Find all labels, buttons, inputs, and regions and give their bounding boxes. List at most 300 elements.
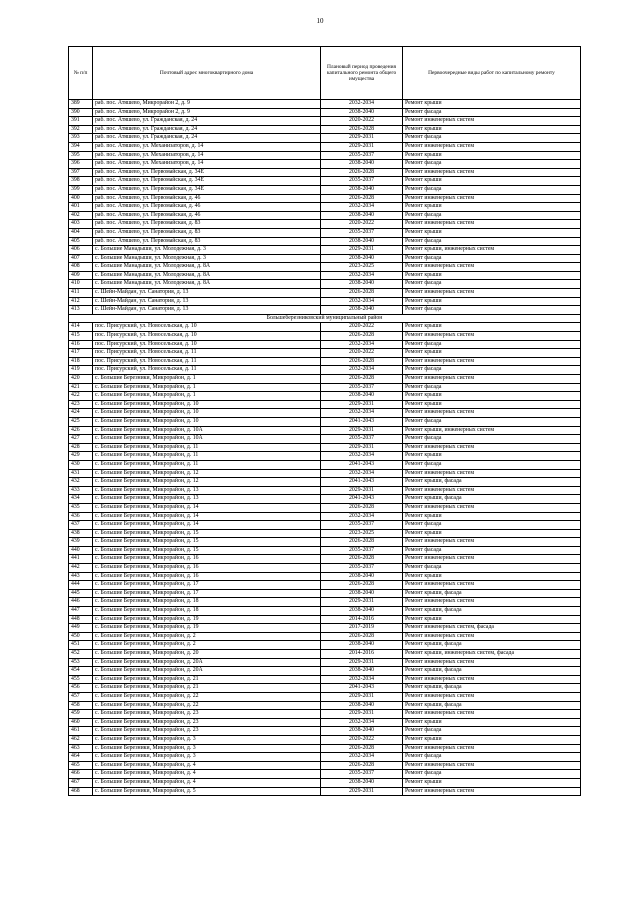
- row-works: Ремонт крыши: [403, 735, 581, 744]
- row-number: 428: [69, 443, 93, 452]
- row-number: 452: [69, 650, 93, 659]
- row-works: Ремонт крыши: [403, 203, 581, 212]
- row-works: Ремонт инженерных систем: [403, 357, 581, 366]
- table-row: [69, 675, 581, 684]
- row-period: 2026-2028: [321, 581, 403, 590]
- row-number: 451: [69, 641, 93, 650]
- row-address: раб. пос. Атяшево, ул. Первомайская, д. 46: [93, 194, 321, 203]
- table-row: [69, 761, 581, 770]
- row-address: пос. Присурский, ул. Новосельская, д. 11: [93, 349, 321, 358]
- row-address: с. Большие Березники, Микрорайон, д. 17: [93, 581, 321, 590]
- table-row: [69, 650, 581, 659]
- row-number: 441: [69, 555, 93, 564]
- table-row: [69, 108, 581, 117]
- row-works: Ремонт фасада: [403, 254, 581, 263]
- row-period: 2029-2031: [321, 692, 403, 701]
- header-period: Плановый период проведения капитального ремонта общего имущества: [321, 47, 403, 100]
- row-works: Ремонт крыши, инженерных систем: [403, 246, 581, 255]
- table-row: [69, 787, 581, 796]
- row-works: Ремонт крыши: [403, 151, 581, 160]
- row-address: с. Большие Березники, Микрорайон, д. 10: [93, 409, 321, 418]
- row-period: 2041-2043: [321, 417, 403, 426]
- row-period: 2029-2031: [321, 426, 403, 435]
- row-address: с. Большие Березники, Микрорайон, д. 11: [93, 460, 321, 469]
- row-number: 450: [69, 632, 93, 641]
- row-number: 462: [69, 735, 93, 744]
- row-works: Ремонт инженерных систем: [403, 194, 581, 203]
- row-period: 2038-2040: [321, 641, 403, 650]
- row-address: с. Шейн-Майдан, ул. Санатория, д. 13: [93, 289, 321, 298]
- row-address: с. Шейн-Майдан, ул. Санатория, д. 13: [93, 306, 321, 315]
- row-period: 2035-2037: [321, 435, 403, 444]
- row-works: Ремонт крыши: [403, 512, 581, 521]
- row-address: с. Большие Березники, Микрорайон, д. 23: [93, 710, 321, 719]
- row-period: 2035-2037: [321, 177, 403, 186]
- row-works: Ремонт инженерных систем: [403, 503, 581, 512]
- row-period: 2038-2040: [321, 727, 403, 736]
- row-works: Ремонт крыши, фасада: [403, 607, 581, 616]
- row-period: 2038-2040: [321, 185, 403, 194]
- row-number: 459: [69, 710, 93, 719]
- row-address: с. Большие Березники, Микрорайон, д. 10А: [93, 435, 321, 444]
- row-address: пос. Присурский, ул. Новосельская, д. 11: [93, 366, 321, 375]
- row-period: 2014-2016: [321, 615, 403, 624]
- row-number: 408: [69, 263, 93, 272]
- row-works: Ремонт крыши: [403, 529, 581, 538]
- table-row: [69, 744, 581, 753]
- table-header-row: [69, 47, 581, 100]
- table-row: [69, 641, 581, 650]
- row-works: Ремонт инженерных систем: [403, 443, 581, 452]
- row-address: с. Большие Манадыши, ул. Молодежная, д. 3: [93, 254, 321, 263]
- row-works: Ремонт фасада: [403, 185, 581, 194]
- row-number: 409: [69, 271, 93, 280]
- table-row: [69, 443, 581, 452]
- row-number: 454: [69, 667, 93, 676]
- row-address: раб. пос. Атяшево, ул. Первомайская, д. 83: [93, 220, 321, 229]
- row-number: 419: [69, 366, 93, 375]
- table-row: [69, 220, 581, 229]
- row-period: 2026-2028: [321, 632, 403, 641]
- table-row: [69, 100, 581, 109]
- row-address: с. Большие Березники, Микрорайон, д. 16: [93, 572, 321, 581]
- row-period: 2035-2037: [321, 770, 403, 779]
- row-number: 412: [69, 297, 93, 306]
- row-address: с. Большие Березники, Микрорайон, д. 14: [93, 512, 321, 521]
- row-address: раб. пос. Атяшево, ул. Механизаторов, д. 14: [93, 151, 321, 160]
- table-row: [69, 778, 581, 787]
- row-period: 2020-2022: [321, 349, 403, 358]
- table-row: [69, 297, 581, 306]
- row-works: Ремонт инженерных систем: [403, 675, 581, 684]
- table-row: [69, 710, 581, 719]
- row-period: 2017-2019: [321, 624, 403, 633]
- row-period: 2026-2028: [321, 503, 403, 512]
- row-address: с. Большие Березники, Микрорайон, д. 3: [93, 735, 321, 744]
- row-number: 402: [69, 211, 93, 220]
- table-row: [69, 211, 581, 220]
- table-row: [69, 572, 581, 581]
- row-period: 2032-2034: [321, 340, 403, 349]
- row-number: 443: [69, 572, 93, 581]
- row-address: раб. пос. Атяшево, ул. Гражданская, д. 24: [93, 125, 321, 134]
- table-row: [69, 306, 581, 315]
- row-period: 2026-2028: [321, 125, 403, 134]
- row-period: 2038-2040: [321, 306, 403, 315]
- table-row: [69, 615, 581, 624]
- row-works: Ремонт фасада: [403, 770, 581, 779]
- row-works: Ремонт инженерных систем: [403, 658, 581, 667]
- table-row: [69, 151, 581, 160]
- row-works: Ремонт фасада: [403, 306, 581, 315]
- row-address: с. Большие Березники, Микрорайон, д. 16: [93, 555, 321, 564]
- row-period: 2041-2043: [321, 495, 403, 504]
- row-address: с. Большие Березники, Микрорайон, д. 2: [93, 641, 321, 650]
- row-address: с. Большие Березники, Микрорайон, д. 16: [93, 564, 321, 573]
- table-row: [69, 658, 581, 667]
- row-address: с. Большие Березники, Микрорайон, д. 1: [93, 375, 321, 384]
- row-address: с. Большие Березники, Микрорайон, д. 11: [93, 443, 321, 452]
- table-row: [69, 478, 581, 487]
- row-works: Ремонт крыши: [403, 572, 581, 581]
- page-number: 10: [316, 17, 324, 25]
- table-row: [69, 383, 581, 392]
- row-number: 421: [69, 383, 93, 392]
- row-address: с. Большие Березники, Микрорайон, д. 1: [93, 392, 321, 401]
- row-number: 448: [69, 615, 93, 624]
- table-row: [69, 753, 581, 762]
- section-title: Большеберезниковский муниципальный район: [69, 314, 581, 323]
- table-row: [69, 271, 581, 280]
- row-number: 389: [69, 100, 93, 109]
- row-number: 391: [69, 117, 93, 126]
- row-address: с. Большие Березники, Микрорайон, д. 4: [93, 778, 321, 787]
- row-period: 2032-2034: [321, 753, 403, 762]
- row-address: с. Большие Березники, Микрорайон, д. 20: [93, 650, 321, 659]
- row-period: 2029-2031: [321, 710, 403, 719]
- row-period: 2032-2034: [321, 203, 403, 212]
- table-row: [69, 727, 581, 736]
- row-address: с. Шейн-Майдан, ул. Санатория, д. 13: [93, 297, 321, 306]
- row-works: Ремонт фасада: [403, 160, 581, 169]
- row-number: 414: [69, 323, 93, 332]
- row-period: 2020-2022: [321, 735, 403, 744]
- table-row: [69, 409, 581, 418]
- row-number: 403: [69, 220, 93, 229]
- row-address: с. Большие Березники, Микрорайон, д. 14: [93, 521, 321, 530]
- row-address: раб. пос. Атяшево, ул. Первомайская, д. 34Е: [93, 177, 321, 186]
- row-address: с. Большие Березники, Микрорайон, д. 23: [93, 727, 321, 736]
- row-number: 406: [69, 246, 93, 255]
- table-row: [69, 357, 581, 366]
- table-row: [69, 564, 581, 573]
- row-address: с. Большие Березники, Микрорайон, д. 5: [93, 787, 321, 796]
- row-number: 413: [69, 306, 93, 315]
- table-row: [69, 512, 581, 521]
- row-address: раб. пос. Атяшево, ул. Первомайская, д. 34Е: [93, 185, 321, 194]
- row-works: Ремонт крыши, фасада: [403, 701, 581, 710]
- row-number: 461: [69, 727, 93, 736]
- row-period: 2032-2034: [321, 366, 403, 375]
- row-works: Ремонт инженерных систем: [403, 263, 581, 272]
- row-period: 2032-2034: [321, 409, 403, 418]
- row-number: 467: [69, 778, 93, 787]
- row-number: 415: [69, 332, 93, 341]
- row-period: 2032-2034: [321, 469, 403, 478]
- table-row: [69, 340, 581, 349]
- row-works: Ремонт крыши, фасада: [403, 684, 581, 693]
- row-works: Ремонт крыши: [403, 778, 581, 787]
- row-number: 429: [69, 452, 93, 461]
- row-period: 2029-2031: [321, 246, 403, 255]
- row-address: пос. Присурский, ул. Новосельская, д. 10: [93, 323, 321, 332]
- row-works: Ремонт инженерных систем: [403, 375, 581, 384]
- row-number: 392: [69, 125, 93, 134]
- row-works: Ремонт крыши: [403, 400, 581, 409]
- row-address: с. Большие Манадыши, ул. Молодежная, д. 8А: [93, 280, 321, 289]
- row-works: Ремонт фасада: [403, 108, 581, 117]
- row-works: Ремонт крыши: [403, 125, 581, 134]
- row-number: 445: [69, 589, 93, 598]
- table-row: [69, 692, 581, 701]
- row-number: 390: [69, 108, 93, 117]
- row-works: Ремонт крыши, фасада: [403, 641, 581, 650]
- row-works: Ремонт инженерных систем: [403, 787, 581, 796]
- table-row: [69, 375, 581, 384]
- row-address: раб. пос. Атяшево, Микрорайон 2, д. 9: [93, 108, 321, 117]
- row-number: 465: [69, 761, 93, 770]
- table-row: [69, 332, 581, 341]
- row-number: 455: [69, 675, 93, 684]
- row-period: 2038-2040: [321, 108, 403, 117]
- table-row: [69, 263, 581, 272]
- row-address: с. Большие Березники, Микрорайон, д. 19: [93, 624, 321, 633]
- row-address: с. Большие Березники, Микрорайон, д. 22: [93, 701, 321, 710]
- row-address: раб. пос. Атяшево, Микрорайон 2, д. 9: [93, 100, 321, 109]
- row-period: 2026-2028: [321, 375, 403, 384]
- row-works: Ремонт крыши: [403, 349, 581, 358]
- row-number: 411: [69, 289, 93, 298]
- row-period: 2026-2028: [321, 357, 403, 366]
- row-period: 2038-2040: [321, 280, 403, 289]
- row-works: Ремонт инженерных систем: [403, 332, 581, 341]
- row-address: пос. Присурский, ул. Новосельская, д. 11: [93, 357, 321, 366]
- row-period: 2026-2028: [321, 538, 403, 547]
- row-period: 2038-2040: [321, 237, 403, 246]
- row-number: 401: [69, 203, 93, 212]
- row-number: 410: [69, 280, 93, 289]
- row-period: 2035-2037: [321, 151, 403, 160]
- row-address: с. Большие Березники, Микрорайон, д. 18: [93, 598, 321, 607]
- table-row: [69, 718, 581, 727]
- row-works: Ремонт фасада: [403, 211, 581, 220]
- row-address: с. Большие Березники, Микрорайон, д. 21: [93, 684, 321, 693]
- table-row: [69, 185, 581, 194]
- row-address: с. Большие Березники, Микрорайон, д. 11: [93, 452, 321, 461]
- row-works: Ремонт инженерных систем: [403, 710, 581, 719]
- row-works: Ремонт инженерных систем: [403, 598, 581, 607]
- row-works: Ремонт инженерных систем: [403, 142, 581, 151]
- row-period: 2020-2022: [321, 323, 403, 332]
- row-period: 2032-2034: [321, 271, 403, 280]
- table-row: [69, 546, 581, 555]
- row-number: 432: [69, 478, 93, 487]
- row-address: раб. пос. Атяшево, ул. Первомайская, д. 83: [93, 228, 321, 237]
- table-row: [69, 589, 581, 598]
- table-row: [69, 529, 581, 538]
- table-row: [69, 435, 581, 444]
- row-period: 2029-2031: [321, 142, 403, 151]
- row-period: 2026-2028: [321, 332, 403, 341]
- row-period: 2014-2016: [321, 650, 403, 659]
- table-row: [69, 495, 581, 504]
- row-address: с. Большие Березники, Микрорайон, д. 14: [93, 503, 321, 512]
- row-works: Ремонт крыши: [403, 392, 581, 401]
- row-works: Ремонт инженерных систем: [403, 117, 581, 126]
- table-row: [69, 632, 581, 641]
- row-number: 430: [69, 460, 93, 469]
- row-number: 397: [69, 168, 93, 177]
- row-works: Ремонт фасада: [403, 280, 581, 289]
- row-works: Ремонт фасада: [403, 460, 581, 469]
- row-address: пос. Присурский, ул. Новосельская, д. 10: [93, 332, 321, 341]
- table-row: [69, 417, 581, 426]
- row-period: 2029-2031: [321, 134, 403, 143]
- row-period: 2035-2037: [321, 546, 403, 555]
- row-works: Ремонт крыши: [403, 718, 581, 727]
- row-address: с. Большие Березники, Микрорайон, д. 10А: [93, 426, 321, 435]
- row-address: с. Большие Березники, Микрорайон, д. 22: [93, 692, 321, 701]
- row-works: Ремонт крыши: [403, 615, 581, 624]
- row-address: пос. Присурский, ул. Новосельская, д. 10: [93, 340, 321, 349]
- table-row: [69, 426, 581, 435]
- table-row: [69, 289, 581, 298]
- row-period: 2029-2031: [321, 658, 403, 667]
- row-works: Ремонт фасада: [403, 383, 581, 392]
- row-address: с. Большие Березники, Микрорайон, д. 21: [93, 675, 321, 684]
- row-number: 433: [69, 486, 93, 495]
- table-row: [69, 168, 581, 177]
- row-address: с. Большие Березники, Микрорайон, д. 20А: [93, 658, 321, 667]
- row-period: 2023-2025: [321, 529, 403, 538]
- row-period: 2038-2040: [321, 572, 403, 581]
- row-address: раб. пос. Атяшево, ул. Гражданская, д. 24: [93, 134, 321, 143]
- row-number: 460: [69, 718, 93, 727]
- row-address: раб. пос. Атяшево, ул. Механизаторов, д. 14: [93, 142, 321, 151]
- header-number: № п/п: [69, 47, 93, 100]
- row-works: Ремонт крыши, фасада: [403, 589, 581, 598]
- row-works: Ремонт крыши, фасада: [403, 495, 581, 504]
- row-period: 2035-2037: [321, 383, 403, 392]
- row-number: 439: [69, 538, 93, 547]
- row-works: Ремонт фасада: [403, 727, 581, 736]
- row-period: 2041-2043: [321, 460, 403, 469]
- row-works: Ремонт фасада: [403, 435, 581, 444]
- table-row: [69, 203, 581, 212]
- table-row: [69, 280, 581, 289]
- row-number: 422: [69, 392, 93, 401]
- row-works: Ремонт инженерных систем: [403, 538, 581, 547]
- row-period: 2032-2034: [321, 512, 403, 521]
- row-number: 447: [69, 607, 93, 616]
- table-row: [69, 503, 581, 512]
- table-row: [69, 349, 581, 358]
- row-number: 463: [69, 744, 93, 753]
- row-address: с. Большие Березники, Микрорайон, д. 23: [93, 718, 321, 727]
- row-address: с. Большие Березники, Микрорайон, д. 15: [93, 529, 321, 538]
- row-works: Ремонт инженерных систем: [403, 409, 581, 418]
- row-period: 2026-2028: [321, 744, 403, 753]
- row-period: 2038-2040: [321, 607, 403, 616]
- row-works: Ремонт фасада: [403, 237, 581, 246]
- row-period: 2041-2043: [321, 478, 403, 487]
- row-address: с. Большие Березники, Микрорайон, д. 3: [93, 744, 321, 753]
- row-number: 453: [69, 658, 93, 667]
- table-row: [69, 684, 581, 693]
- row-address: с. Большие Манадыши, ул. Молодежная, д. 8А: [93, 263, 321, 272]
- row-number: 420: [69, 375, 93, 384]
- table-row: [69, 142, 581, 151]
- row-period: 2020-2022: [321, 220, 403, 229]
- row-period: 2029-2031: [321, 400, 403, 409]
- row-address: раб. пос. Атяшево, ул. Гражданская, д. 24: [93, 117, 321, 126]
- row-period: 2032-2034: [321, 718, 403, 727]
- row-works: Ремонт крыши: [403, 323, 581, 332]
- row-number: 398: [69, 177, 93, 186]
- row-period: 2020-2022: [321, 117, 403, 126]
- row-address: с. Большие Березники, Микрорайон, д. 19: [93, 615, 321, 624]
- row-works: Ремонт инженерных систем: [403, 632, 581, 641]
- row-address: с. Большие Березники, Микрорайон, д. 12: [93, 478, 321, 487]
- table-row: [69, 555, 581, 564]
- row-address: с. Большие Манадыши, ул. Молодежная, д. 8А: [93, 271, 321, 280]
- row-period: 2041-2043: [321, 684, 403, 693]
- table-row: [69, 323, 581, 332]
- row-period: 2035-2037: [321, 521, 403, 530]
- table-row: [69, 134, 581, 143]
- row-works: Ремонт инженерных систем: [403, 692, 581, 701]
- row-works: Ремонт инженерных систем: [403, 469, 581, 478]
- row-works: Ремонт фасада: [403, 134, 581, 143]
- header-address: Почтовый адрес многоквартирного дома: [93, 47, 321, 100]
- row-number: 427: [69, 435, 93, 444]
- row-address: с. Большие Березники, Микрорайон, д. 17: [93, 589, 321, 598]
- row-period: 2038-2040: [321, 778, 403, 787]
- row-address: раб. пос. Атяшево, ул. Первомайская, д. 46: [93, 211, 321, 220]
- row-address: с. Большие Березники, Микрорайон, д. 10: [93, 417, 321, 426]
- row-number: 436: [69, 512, 93, 521]
- section-row: [69, 314, 581, 323]
- row-number: 400: [69, 194, 93, 203]
- table-row: [69, 469, 581, 478]
- row-number: 464: [69, 753, 93, 762]
- row-works: Ремонт инженерных систем: [403, 289, 581, 298]
- row-period: 2026-2028: [321, 194, 403, 203]
- row-works: Ремонт крыши: [403, 452, 581, 461]
- row-number: 424: [69, 409, 93, 418]
- table-row: [69, 366, 581, 375]
- row-works: Ремонт крыши: [403, 177, 581, 186]
- row-period: 2032-2034: [321, 452, 403, 461]
- row-number: 456: [69, 684, 93, 693]
- row-works: Ремонт фасада: [403, 340, 581, 349]
- row-period: 2032-2034: [321, 675, 403, 684]
- row-number: 407: [69, 254, 93, 263]
- table-row: [69, 624, 581, 633]
- row-works: Ремонт инженерных систем: [403, 220, 581, 229]
- row-number: 418: [69, 357, 93, 366]
- row-number: 404: [69, 228, 93, 237]
